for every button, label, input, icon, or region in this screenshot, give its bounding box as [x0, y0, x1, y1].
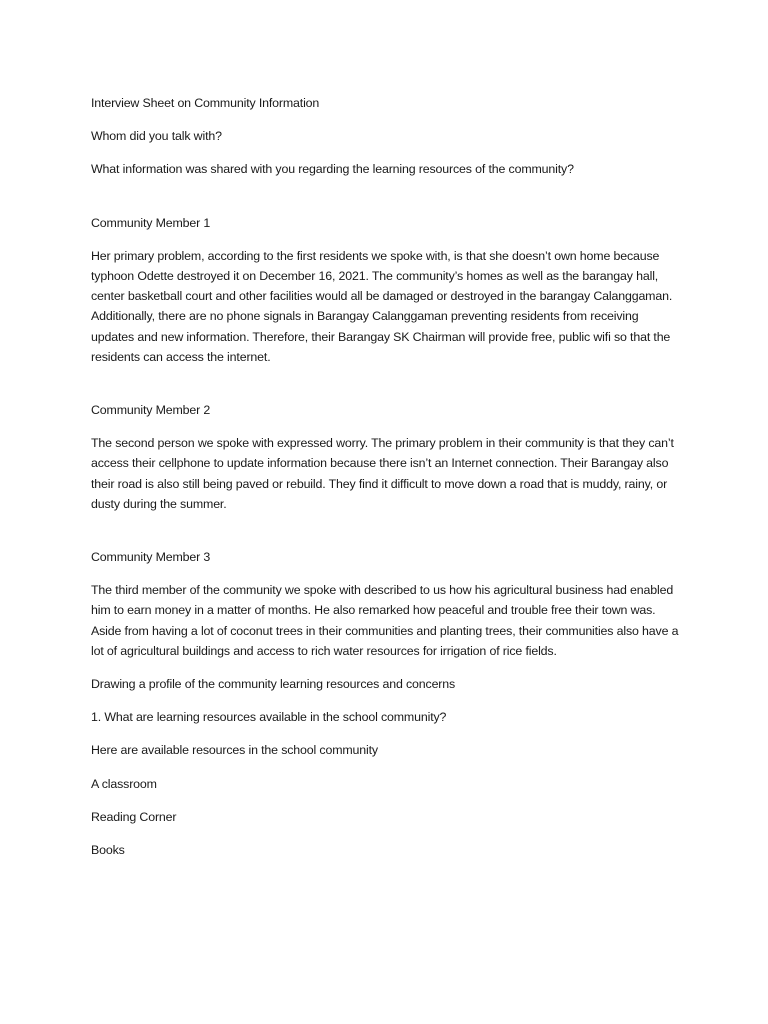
community-member-2-text: The second person we spoke with expressed worry. The primary problem in their community is that they can’t access their cellphone to update information because there isn’t an Internet connection. Their Barangay also their road is also still being paved or rebuild. They find it difficult to move down a road that is muddy, rainy, or dusty during the summer. [91, 436, 674, 511]
question-whom: Whom did you talk with? [91, 129, 222, 144]
community-member-1-text: Her primary problem, according to the first residents we spoke with, is that she doesn’t own home because typhoon Odette destroyed it on December 16, 2021. The community’s homes as well as the barangay hall, center basketball court and other facilities would all be damaged or destroyed in the barangay Calanggaman. Additionally, there are no phone signals in Barangay Calanggaman preventing residents from receiving updates and new information. Therefore, their Barangay SK Chairman will provide free, public wifi so that the residents can access the internet. [91, 248, 673, 364]
document-body [91, 93, 681, 860]
document-title: Interview Sheet on Community Information [91, 96, 320, 110]
resource-item: Reading Corner [91, 809, 177, 824]
resource-item: Books [91, 843, 125, 858]
community-member-3-text: The third member of the community we spoke with described to us how his agricultural business had enabled him to earn money in a matter of months. He also remarked how peaceful and trouble free their town was. Aside from having a lot of coconut trees in their communities and planting trees, their communities also have a lot of agricultural buildings and access to rich water resources for irrigation of rice fields. [91, 583, 679, 658]
profile-question-1: 1. What are learning resources available in the school community? [91, 710, 447, 725]
question-information-shared: What information was shared with you regarding the learning resources of the community? [91, 162, 574, 177]
resource-item: A classroom [91, 776, 157, 791]
resources-intro: Here are available resources in the school community [91, 743, 378, 758]
community-member-1-heading: Community Member 1 [91, 215, 211, 230]
profile-heading: Drawing a profile of the community learning resources and concerns [91, 677, 456, 692]
community-member-2-heading: Community Member 2 [91, 403, 211, 418]
community-member-3-heading: Community Member 3 [91, 550, 211, 565]
